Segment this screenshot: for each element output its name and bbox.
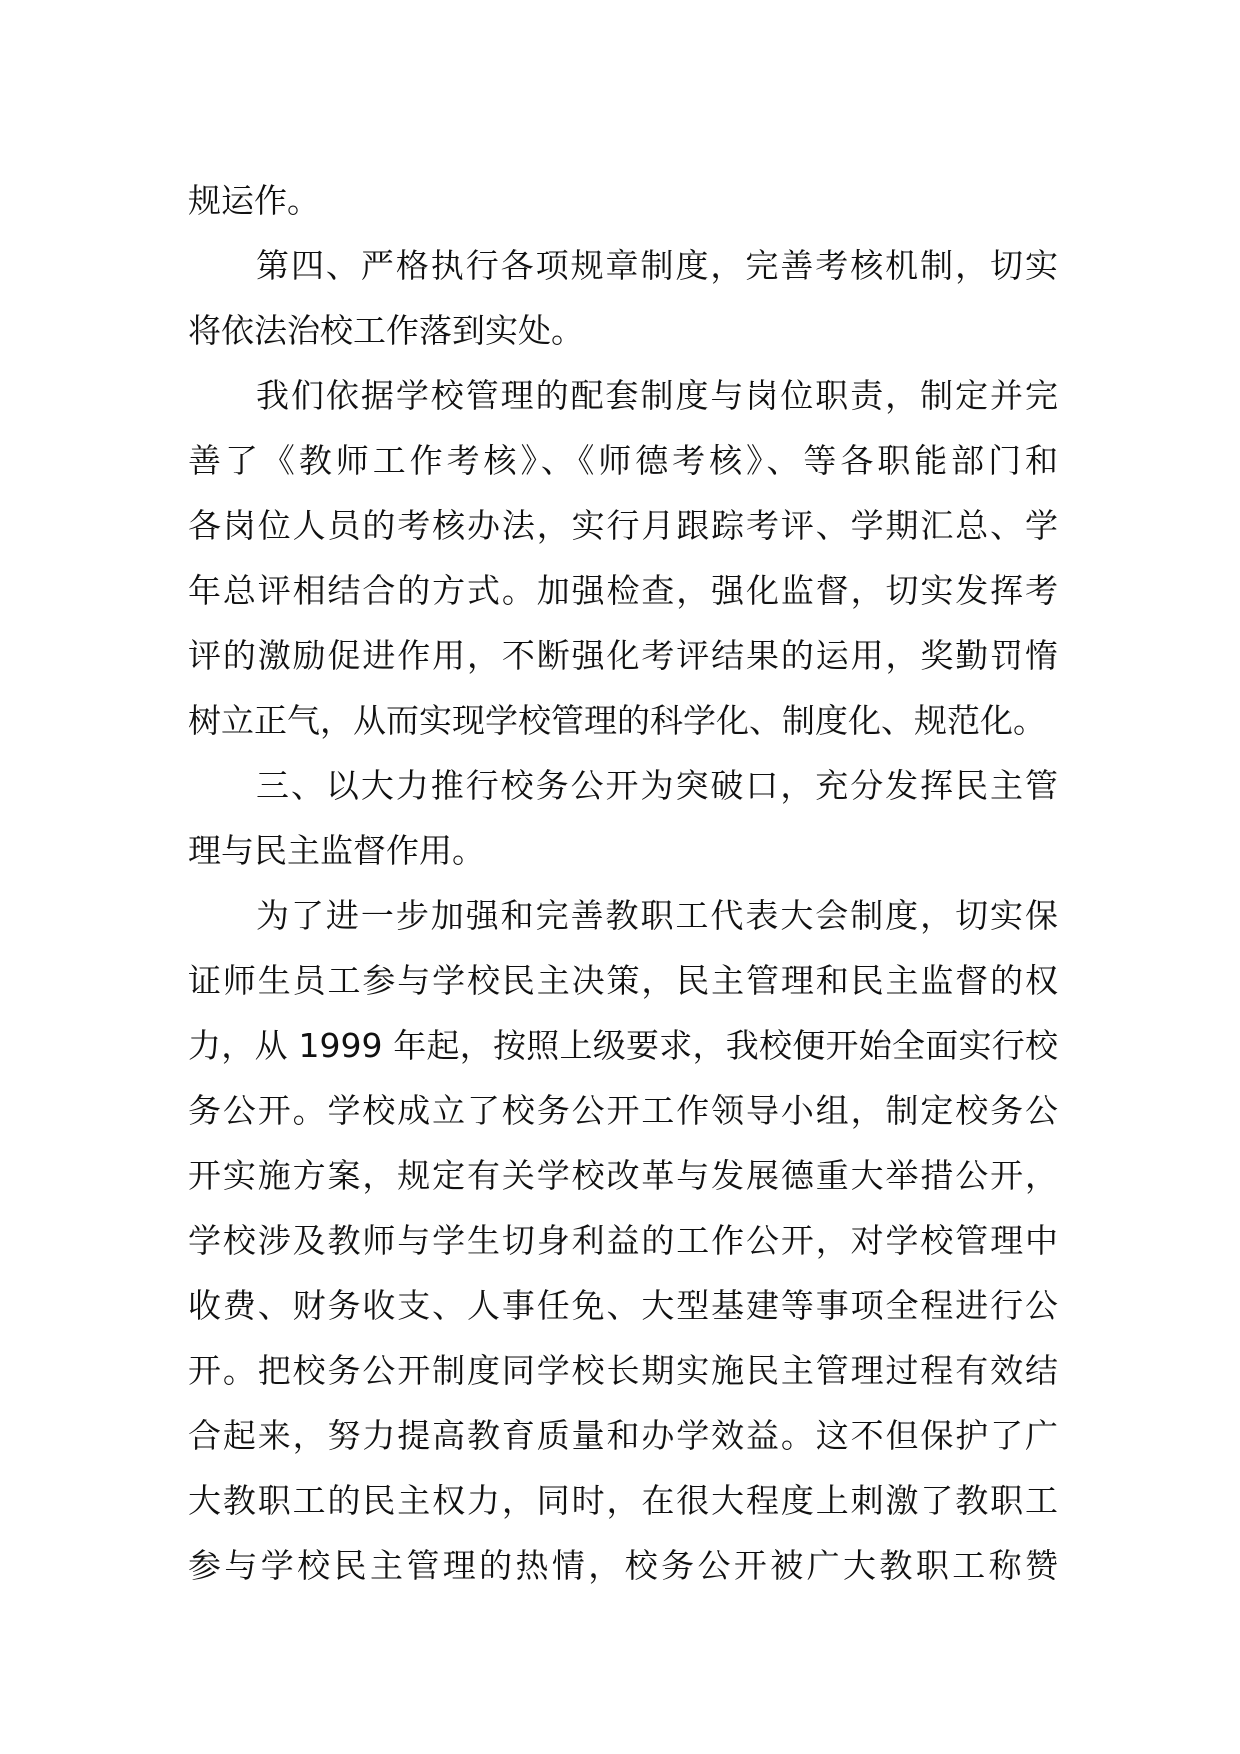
text-line: 善了《教师工作考核》、《师德考核》、等各职能部门和 [188,441,1058,480]
text-line: 开。把校务公开制度同学校长期实施民主管理过程有效结 [188,1351,1058,1390]
text-line: 三、以大力推行校务公开为突破口，充分发挥民主管 [256,766,1058,805]
text-line: 学校涉及教师与学生切身利益的工作公开，对学校管理中 [188,1221,1058,1260]
body-text [188,168,1058,1598]
text-line: 大教职工的民主权力，同时，在很大程度上刺激了教职工 [188,1481,1058,1520]
text-line: 评的激励促进作用，不断强化考评结果的运用，奖勤罚惰 [188,636,1058,675]
text-line: 理与民主监督作用。 [188,831,485,870]
text-line: 合起来，努力提高教育质量和办学效益。这不但保护了广 [188,1416,1058,1455]
text-line: 我们依据学校管理的配套制度与岗位职责，制定并完 [256,376,1058,415]
text-line: 务公开。学校成立了校务公开工作领导小组，制定校务公 [188,1091,1058,1130]
text-line: 证师生员工参与学校民主决策，民主管理和民主监督的权 [188,961,1058,1000]
text-line: 收费、财务收支、人事任免、大型基建等事项全程进行公 [188,1286,1058,1325]
text-line: 年总评相结合的方式。加强检查，强化监督，切实发挥考 [188,571,1058,610]
text-line: 各岗位人员的考核办法，实行月跟踪考评、学期汇总、学 [188,506,1058,545]
text-line: 规运作。 [188,181,320,220]
text-line: 参与学校民主管理的热情，校务公开被广大教职工称赞 [188,1546,1058,1585]
text-line: 力，从 1999 年起，按照上级要求，我校便开始全面实行校 [188,1026,1058,1065]
text-line: 开实施方案，规定有关学校改革与发展德重大举措公开， [188,1156,1058,1195]
text-line: 为了进一步加强和完善教职工代表大会制度，切实保 [256,896,1058,935]
text-line: 将依法治校工作落到实处。 [188,311,584,350]
text-line: 第四、严格执行各项规章制度，完善考核机制，切实 [256,246,1058,285]
text-line: 树立正气，从而实现学校管理的科学化、制度化、规范化。 [188,701,1046,740]
